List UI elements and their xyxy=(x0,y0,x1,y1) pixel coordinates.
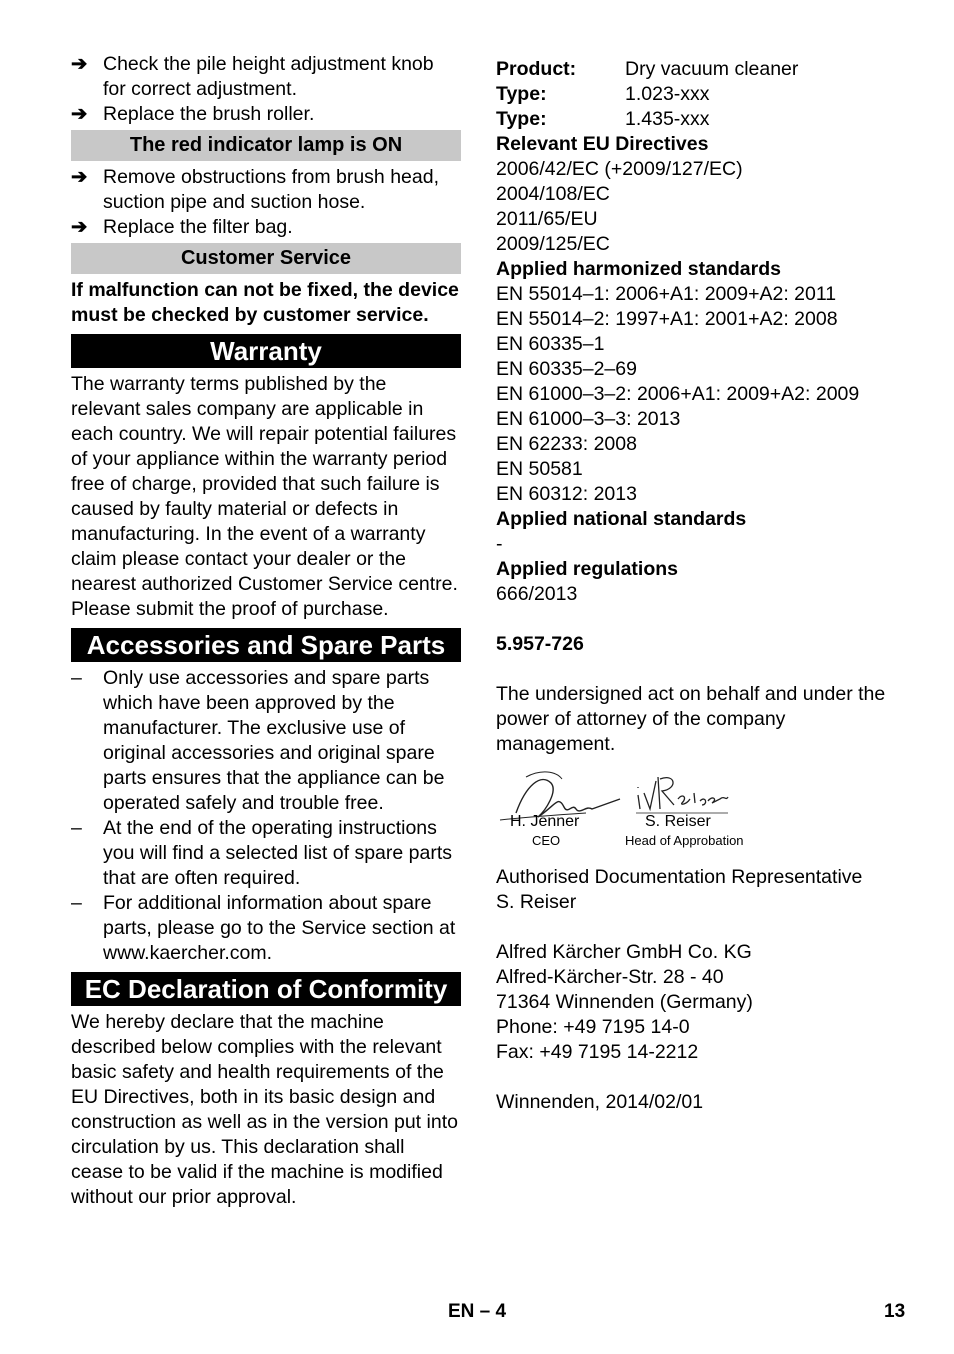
standard-item: EN 50581 xyxy=(496,458,583,480)
standard-item: EN 62233: 2008 xyxy=(496,433,637,455)
list-item xyxy=(71,52,461,102)
company-line: 71364 Winnenden (Germany) xyxy=(496,991,753,1013)
product-row xyxy=(496,57,906,82)
list-item xyxy=(71,891,461,966)
arrow-icon: ➔ xyxy=(71,53,88,75)
red-lamp-heading: The red indicator lamp is ON xyxy=(71,130,461,161)
directive-item: 2009/125/EC xyxy=(496,233,610,255)
list-item xyxy=(71,816,461,891)
list-item-text: Remove obstructions from brush head, suction pipe and suction hose. xyxy=(103,166,439,213)
directives-heading: Relevant EU Directives xyxy=(496,133,709,155)
company-line: Alfred Kärcher GmbH Co. KG xyxy=(496,941,752,963)
dash-marker: – xyxy=(71,817,82,839)
list-item xyxy=(71,102,461,127)
customer-service-text: If malfunction can not be fixed, the device must be checked by customer service. xyxy=(71,279,459,326)
list-item-text: Check the pile height adjustment knob for correct adjustment. xyxy=(103,53,434,100)
type-value: 1.435-xxx xyxy=(625,108,710,130)
list-item-text: For additional information about spare parts, please go to the Service section at www.kaercher.com. xyxy=(103,892,456,964)
list-item xyxy=(71,215,461,240)
dash-marker: – xyxy=(71,667,82,689)
product-label: Product: xyxy=(496,58,577,80)
standard-item: EN 61000–3–3: 2013 xyxy=(496,408,681,430)
type-value: 1.023-xxx xyxy=(625,83,710,105)
list-item xyxy=(71,666,461,816)
company-line: Phone: +49 7195 14-0 xyxy=(496,1016,690,1038)
list-item xyxy=(71,165,461,215)
customer-service-heading: Customer Service xyxy=(71,243,461,274)
warranty-heading: Warranty xyxy=(71,334,461,368)
standard-item: EN 55014–1: 2006+A1: 2009+A2: 2011 xyxy=(496,283,837,305)
signer-name: S. Reiser xyxy=(645,813,711,830)
type-label: Type: xyxy=(496,108,547,130)
undersigned-text: The undersigned act on behalf and under the power of attorney of the company management. xyxy=(496,683,886,755)
signer-role: Head of Approbation xyxy=(625,833,744,848)
arrow-icon: ➔ xyxy=(71,216,88,238)
type-row xyxy=(496,107,906,132)
standard-item: EN 55014–2: 1997+A1: 2001+A2: 2008 xyxy=(496,308,838,330)
standard-item: EN 61000–3–2: 2006+A1: 2009+A2: 2009 xyxy=(496,383,860,405)
accessories-heading: Accessories and Spare Parts xyxy=(71,628,461,662)
list-item-text: Only use accessories and spare parts which have been approved by the manufacturer. The exclusive use of original accessories and original spare parts ensures that the appliance can be operated safely and trouble free. xyxy=(103,667,445,814)
type-row xyxy=(496,82,906,107)
footer-language-page: EN – 4 xyxy=(448,1301,507,1322)
company-line: Alfred-Kärcher-Str. 28 - 40 xyxy=(496,966,724,988)
arrow-icon: ➔ xyxy=(71,103,88,125)
regulations-value: 666/2013 xyxy=(496,583,578,605)
list-item-text: Replace the filter bag. xyxy=(103,216,293,238)
directive-item: 2006/42/EC (+2009/127/EC) xyxy=(496,158,743,180)
list-item-text: Replace the brush roller. xyxy=(103,103,315,125)
footer-page-number: 13 xyxy=(884,1301,906,1322)
document-number: 5.957-726 xyxy=(496,633,584,655)
standard-item: EN 60335–2–69 xyxy=(496,358,637,380)
authorised-name: S. Reiser xyxy=(496,891,577,913)
signer-role: CEO xyxy=(532,833,561,848)
dash-marker: – xyxy=(71,892,82,914)
left-column xyxy=(71,52,461,1210)
signature-block xyxy=(496,765,906,865)
signer-name: H. Jenner xyxy=(510,813,580,830)
product-value: Dry vacuum cleaner xyxy=(625,58,799,80)
right-column xyxy=(496,57,906,1115)
harmonized-standards-heading: Applied harmonized standards xyxy=(496,258,781,280)
ec-declaration-heading: EC Declaration of Conformity xyxy=(71,972,461,1006)
regulations-heading: Applied regulations xyxy=(496,558,679,580)
standard-item: EN 60335–1 xyxy=(496,333,605,355)
national-standards-value: - xyxy=(496,533,503,555)
warranty-text: The warranty terms published by the relevant sales company are applicable in each country. We will repair potential failures of your appliance within the warranty period free of charge, provided that such failure is caused by faulty material or defects in manufacturing. In the event of a warranty claim please contact your dealer or the nearest authorized Customer Service centre. Please submit the proof of purchase. xyxy=(71,373,458,620)
directive-item: 2011/65/EU xyxy=(496,208,598,230)
arrow-icon: ➔ xyxy=(71,166,88,188)
standard-item: EN 60312: 2013 xyxy=(496,483,637,505)
ec-declaration-text: We hereby declare that the machine described below complies with the relevant basic safety and health requirements of the EU Directives, both in its basic design and construction as well as in the version put into circulation by us. This declaration shall cease to be valid if the machine is modified without our prior approval. xyxy=(71,1011,458,1208)
national-standards-heading: Applied national standards xyxy=(496,508,747,530)
list-item-text: At the end of the operating instructions you will find a selected list of spare parts that are often required. xyxy=(103,817,453,889)
authorised-title: Authorised Documentation Representative xyxy=(496,866,863,888)
directive-item: 2004/108/EC xyxy=(496,183,610,205)
company-line: Fax: +49 7195 14-2212 xyxy=(496,1041,699,1063)
type-label: Type: xyxy=(496,83,547,105)
place-date: Winnenden, 2014/02/01 xyxy=(496,1091,704,1113)
